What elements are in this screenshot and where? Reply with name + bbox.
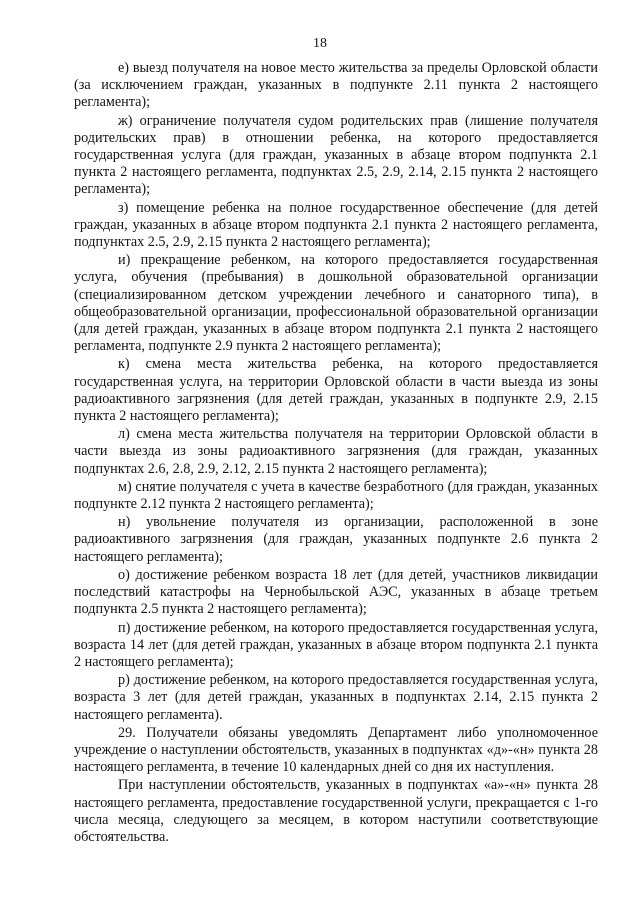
paragraph-z: з) помещение ребенка на полное государственное обеспечение (для детей граждан, указанных в абзаце втором подпункта 2.1 пункта 2 настоящего регламента, подпунктах 2.5, 2.9, 2.15 пункта 2 настоящего регламента);: [74, 199, 598, 251]
paragraph-l: л) смена места жительства получателя на территории Орловской области в части выезда из зоны радиоактивного загрязнения (для граждан, указанных подпунктах 2.6, 2.8, 2.9, 2.12, 2.15 пункта 2 настоящего регламента);: [74, 426, 598, 477]
paragraph-p: п) достижение ребенком, на которого предоставляется государственная услуга, возраста 14 лет (для детей граждан, указанных в абзаце втором подпункта 2.1 пункта 2 настоящего регламента);: [74, 619, 598, 670]
paragraph-29: 29. Получатели обязаны уведомлять Департамент либо уполномоченное учреждение о наступлении обстоятельств, указанных в подпунктах «д»-«н» пункта 28 настоящего регламента, в течение 10 календарных дней со дня их наступления.: [74, 724, 598, 776]
document-body: [74, 60, 598, 847]
paragraph-k: к) смена места жительства ребенка, на которого предоставляется государственная услуга, на территории Орловской области в части выезда из зоны радиоактивного загрязнения (для детей граждан, указанных в подпункте 2.9, 2.15 пункта 2 настоящего регламента);: [74, 356, 598, 425]
paragraph-r: р) достижение ребенком, на которого предоставляется государственная услуга, возраста 3 лет (для детей граждан, указанных в подпунктах 2.14, 2.15 пункта 2 настоящего регламента).: [74, 672, 598, 723]
paragraph-o: о) достижение ребенком возраста 18 лет (для детей, участников ликвидации последствий катастрофы на Чернобыльской АЭС, указанных в абзаце третьем подпункта 2.5 пункта 2 настоящего регламента);: [74, 566, 598, 618]
paragraph-zh: ж) ограничение получателя судом родительских прав (лишение получателя родительских прав) в отношении ребенка, на которого предоставляется государственная услуга (для граждан, указанных в абзаце втором подпункта 2.1 пункта 2 настоящего регламента, подпунктах 2.5, 2.9, 2.14, 2.15 пункта 2 настоящего регламента);: [74, 112, 598, 198]
paragraph-i: и) прекращение ребенком, на которого предоставляется государственная услуга, обучения (пребывания) в дошкольной образовательной организации (специализированном детском учреждении лечебного и санаторного типа), в общеобразовательной организации, профессиональной образовательной организации (для детей граждан, указанных в абзаце втором подпункта 2.1 пункта 2 настоящего регламента, подпункте 2.9 пункта 2 настоящего регламента);: [74, 252, 598, 355]
paragraph-m: м) снятие получателя с учета в качестве безработного (для граждан, указанных подпункте 2.12 пункта 2 настоящего регламента);: [74, 478, 598, 513]
paragraph-e: е) выезд получателя на новое место жительства за пределы Орловской области (за исключением граждан, указанных в подпункте 2.11 пункта 2 настоящего регламента);: [74, 60, 598, 111]
page-number: 18: [313, 36, 327, 51]
paragraph-n: н) увольнение получателя из организации, расположенной в зоне радиоактивного загрязнения (для граждан, указанных подпункте 2.6 пункта 2 настоящего регламента);: [74, 514, 598, 565]
paragraph-termination: При наступлении обстоятельств, указанных в подпунктах «а»-«н» пункта 28 настоящего регламента, предоставление государственной услуги, прекращается с 1-го числа месяца, следующего за месяцем, в котором наступили соответствующие обстоятельства.: [74, 777, 598, 845]
